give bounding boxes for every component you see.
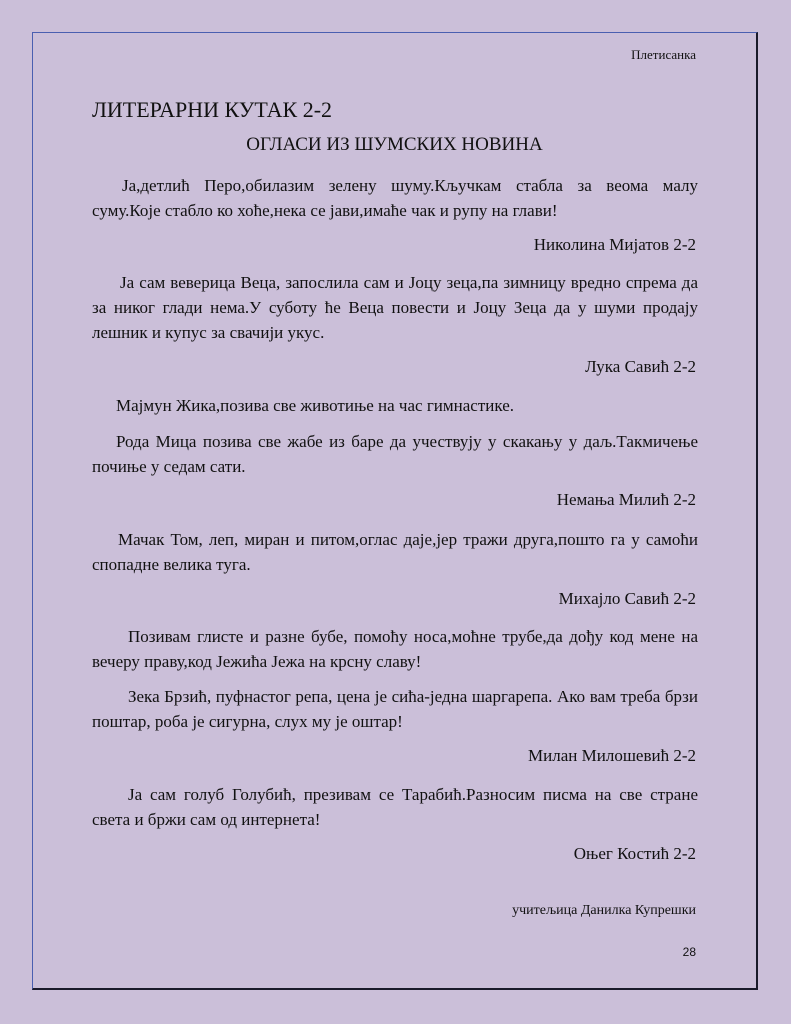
teacher-signature: учитељица Данилка Купрешки bbox=[512, 903, 696, 918]
page-number: 28 bbox=[682, 945, 696, 959]
ad-paragraph-2: Ја сам веверица Веца, запослила сам и Јоцу зеца,па зимницу вредно спрема да за никог глади нема.У суботу ће Веца повести и Јоцу Зеца да у шуми продају лешник и купус за свачији укус. bbox=[92, 273, 698, 342]
author-2: Лука Савић 2-2 bbox=[585, 357, 696, 376]
page-title: ЛИТЕРАРНИ КУТАК 2-2 bbox=[92, 97, 333, 122]
author-3: Немања Милић 2-2 bbox=[556, 490, 696, 509]
ad-paragraph-4: Рода Мица позива све жабе из баре да учествују у скакању у даљ.Такмичење почиње у седам сати. bbox=[92, 432, 698, 476]
ad-paragraph-8: Ја сам голуб Голубић, презивам се Тарабић.Разносим писма на све стране света и бржи сам од интернета! bbox=[92, 785, 698, 829]
ad-paragraph-5: Мачак Том, леп, миран и питом,оглас даје,јер тражи друга,пошто га у самоћи спопадне велика туга. bbox=[92, 530, 698, 574]
ad-paragraph-7: Зека Брзић, пуфнастог репа, цена је сића-једна шаргарепа. Ако вам треба брзи поштар, роба је сигурна, слух му је оштар! bbox=[92, 687, 698, 731]
author-4: Михајло Савић 2-2 bbox=[558, 589, 696, 608]
ad-paragraph-6: Позивам глисте и разне бубе, помоћу носа,моћне трубе,да дођу код мене на вечеру праву,код Јежића Јежа на крсну славу! bbox=[92, 627, 698, 671]
author-6: Оњег Костић 2-2 bbox=[573, 844, 696, 863]
ad-paragraph-1: Ја,детлић Перо,обилазим зелену шуму.Кључкам стабла за веома малу суму.Које стабло ко хоће,нека се јави,имаће чак и рупу на глави! bbox=[92, 176, 698, 220]
author-5: Милан Милошевић 2-2 bbox=[528, 746, 696, 765]
section-subtitle: ОГЛАСИ ИЗ ШУМСКИХ НОВИНА bbox=[246, 134, 543, 155]
ad-paragraph-3: Мајмун Жика,позива све животиње на час гимнастике. bbox=[116, 396, 514, 415]
document-page bbox=[32, 32, 758, 990]
author-1: Николина Мијатов 2-2 bbox=[533, 235, 696, 254]
running-header: Плетисанка bbox=[631, 47, 696, 62]
